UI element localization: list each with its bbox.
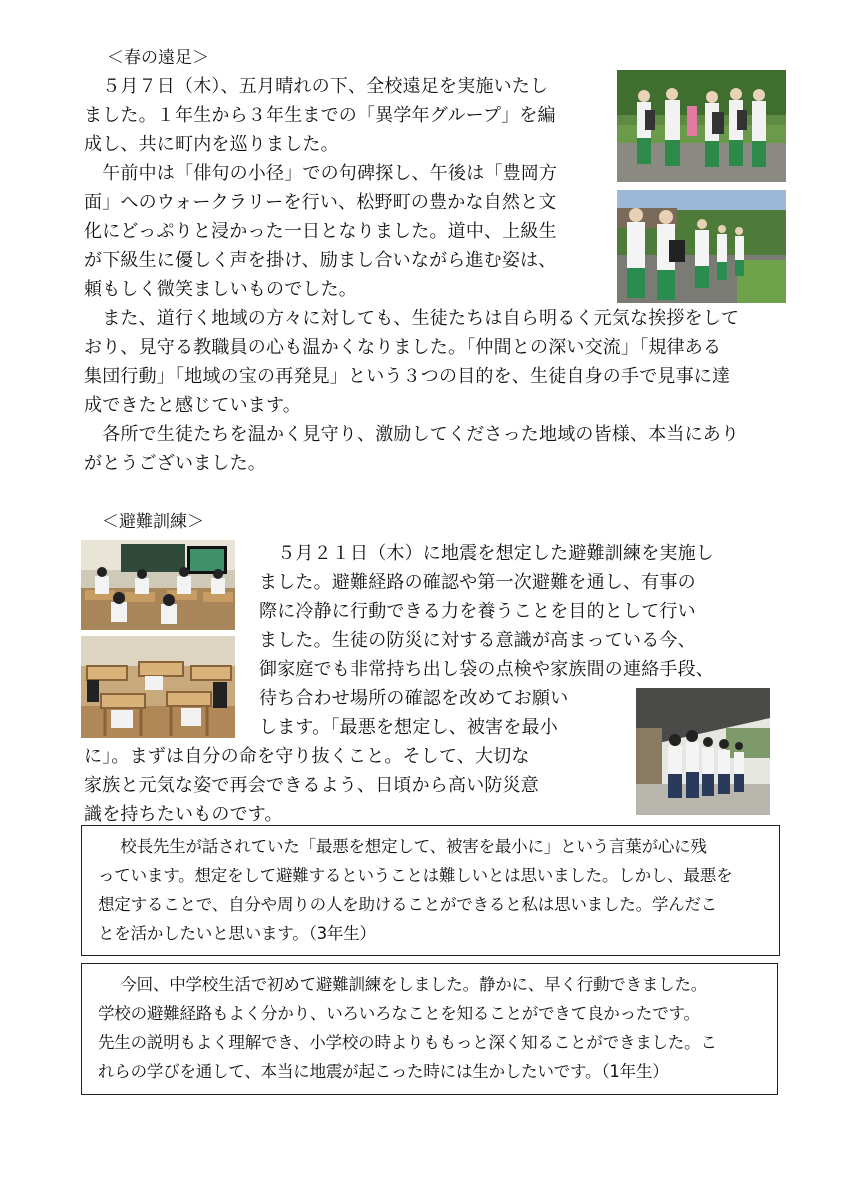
spring-line: 頼もしく微笑ましいものでした。 <box>84 279 357 300</box>
spring-line: がとうございました。 <box>84 453 266 474</box>
drill-line: ５月２１日（木）に地震を想定した避難訓練を実施し <box>259 543 714 564</box>
spring-line: 化にどっぷりと浸かった一日となりました。道中、上級生 <box>84 221 557 242</box>
drill-line: 待ち合わせ場所の確認を改めてお願い <box>259 688 569 709</box>
comment-line: っています。想定をして避難するということは難しいとは思いました。しかし、最悪を <box>98 866 733 885</box>
drill-line: ました。避難経路の確認や第一次避難を通し、有事の <box>259 572 696 593</box>
drill-line: に」。まずは自分の命を守り抜くこと。そして、大切な <box>84 746 530 767</box>
drill-line: 識を持ちたいものです。 <box>84 804 283 825</box>
spring-line: 成し、共に町内を巡りました。 <box>84 134 339 155</box>
drill-heading: ＜避難訓練＞ <box>102 512 204 532</box>
comment-line: 想定することで、自分や周りの人を助けることができると私は思いました。学んだこ <box>98 895 718 914</box>
classroom-photo <box>81 540 235 630</box>
spring-line: ５月７日（木）、五月晴れの下、全校遠足を実施いたし <box>84 76 549 97</box>
spring-line: 集団行動」「地域の宝の再発見」という３つの目的を、生徒自身の手で見事に達 <box>84 366 731 387</box>
drill-line: 家族と元気な姿で再会できるよう、日頃から高い防災意 <box>84 775 539 796</box>
drill-line: します。「最悪を想定し、被害を最小 <box>259 717 558 738</box>
spring-line: 面」へのウォークラリーを行い、松野町の豊かな自然と文 <box>84 192 557 213</box>
comment-line: 学校の避難経路もよく分かり、いろいろなことを知ることができて良かったです。 <box>98 1004 700 1023</box>
comment-line: 先生の説明もよく理解でき、小学校の時よりももっと深く知ることができました。こ <box>98 1033 717 1052</box>
comment-line: 校長先生が話されていた「最悪を想定して、被害を最小に」という言葉が心に残 <box>104 837 707 856</box>
spring-line: また、道行く地域の方々に対しても、生徒たちは自ら明るく元気な挨拶をして <box>84 308 740 329</box>
comment-line: とを活かしたいと思います。（3年生） <box>98 924 376 943</box>
comment-box-grade3 <box>81 825 780 956</box>
spring-heading: ＜春の遠足＞ <box>107 48 209 68</box>
excursion-photo-1 <box>617 70 786 182</box>
excursion-photo-2 <box>617 190 786 303</box>
spring-line: 各所で生徒たちを温かく見守り、激励してくださった地域の皆様、本当にあり <box>84 424 740 445</box>
drill-line: 際に冷静に行動できる力を養うことを目的として行い <box>259 601 696 622</box>
under-desk-photo <box>81 636 235 738</box>
spring-line: 午前中は「俳句の小径」での句碑探し、午後は「豊岡方 <box>84 163 558 184</box>
spring-line: が下級生に優しく声を掛け、励まし合いながら進む姿は、 <box>84 250 557 271</box>
spring-line: ました。１年生から３年生までの「異学年グループ」を編 <box>84 105 556 126</box>
evacuation-photo <box>636 688 770 815</box>
spring-line: おり、見守る教職員の心も温かくなりました。「仲間との深い交流」「規律ある <box>84 337 722 358</box>
comment-box-grade1 <box>81 963 778 1095</box>
drill-line: 御家庭でも非常持ち出し袋の点検や家族間の連絡手段、 <box>259 659 714 680</box>
drill-line: ました。生徒の防災に対する意識が高まっている今、 <box>259 630 696 651</box>
comment-line: れらの学びを通して、本当に地震が起こった時には生かしたいです。（1年生） <box>98 1062 669 1081</box>
spring-line: 成できたと感じています。 <box>84 395 301 416</box>
comment-line: 今回、中学校生活で初めて避難訓練をしました。静かに、早く行動できました。 <box>104 975 708 994</box>
